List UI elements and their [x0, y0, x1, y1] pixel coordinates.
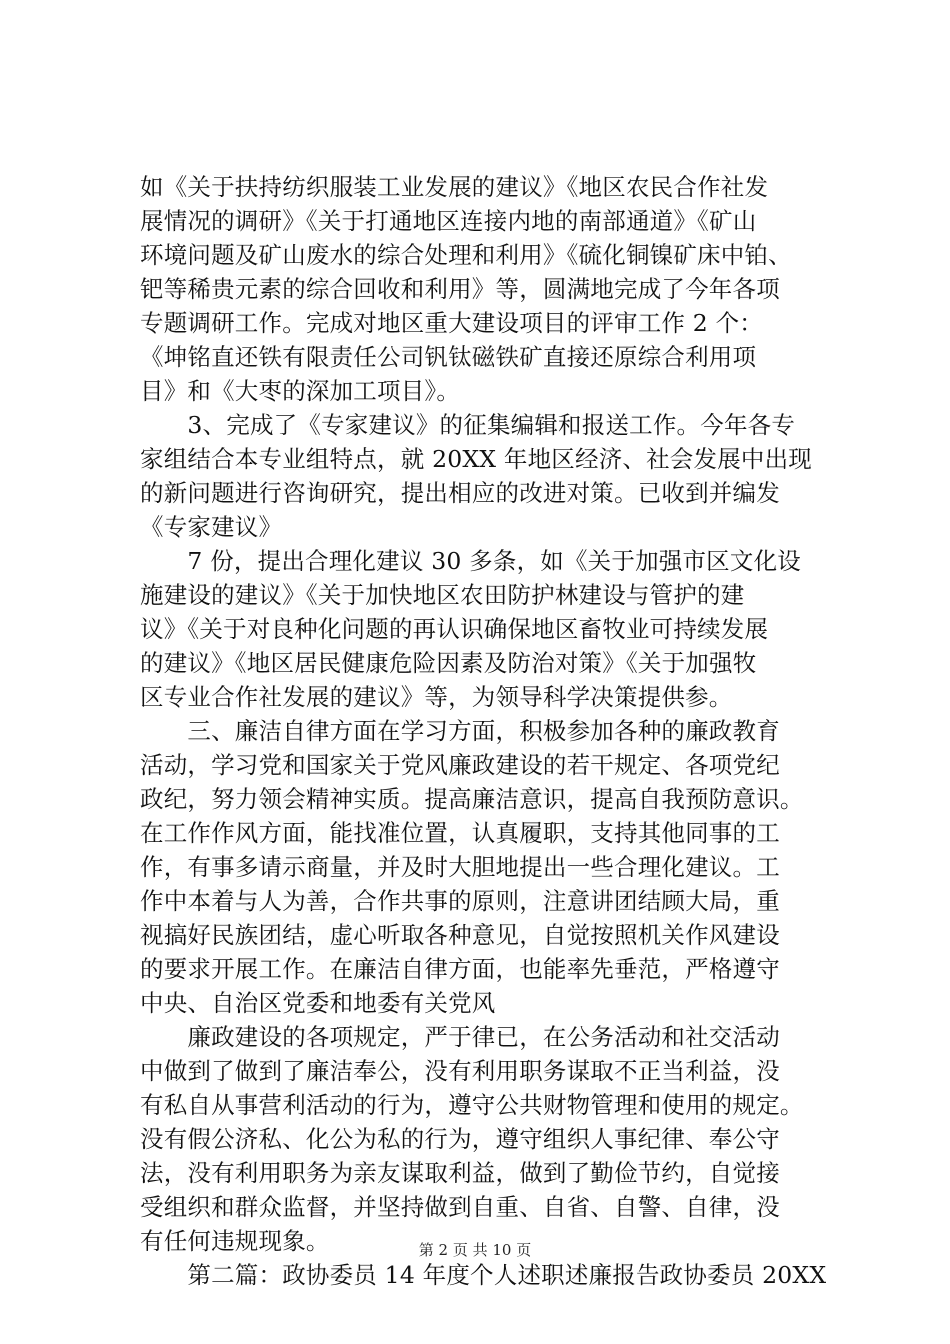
- text-line: 环境问题及矿山废水的综合处理和利用》《硫化铜镍矿床中铂、: [140, 241, 792, 269]
- text-line: 议》《关于对良种化问题的再认识确保地区畜牧业可持续发展: [140, 615, 769, 643]
- text-line: 中央、自治区党委和地委有关党风: [140, 989, 496, 1017]
- text-line: 作中本着与人为善，合作共事的原则，注意讲团结顾大局，重: [140, 887, 780, 915]
- text-line: 如《关于扶持纺织服装工业发展的建议》《地区农民合作社发: [140, 173, 769, 201]
- text-line: 目》和《大枣的深加工项目》。: [140, 377, 461, 405]
- text-line: 7 份，提出合理化建议 30 多条，如《关于加强市区文化设: [140, 547, 801, 575]
- text-line: 第二篇：政协委员 14 年度个人述职述廉报告政协委员 20XX: [140, 1261, 827, 1289]
- text-line: 的新问题进行咨询研究，提出相应的改进对策。已收到并编发: [140, 479, 780, 507]
- text-line: 法，没有利用职务为亲友谋取利益，做到了勤俭节约，自觉接: [140, 1159, 780, 1187]
- text-line: 政纪，努力领会精神实质。提高廉洁意识，提高自我预防意识。: [140, 785, 804, 813]
- text-line: 区专业合作社发展的建议》等，为领导科学决策提供参。: [140, 683, 733, 711]
- text-line: 专题调研工作。完成对地区重大建设项目的评审工作 2 个：: [140, 309, 763, 337]
- text-line: 施建设的建议》《关于加快地区农田防护林建设与管护的建: [140, 581, 745, 609]
- text-line: 在工作作风方面，能找准位置，认真履职，支持其他同事的工: [140, 819, 780, 847]
- text-line: 《坤铭直还铁有限责任公司钒钛磁铁矿直接还原综合利用项: [140, 343, 757, 371]
- text-line: 的要求开展工作。在廉洁自律方面，也能率先垂范，严格遵守: [140, 955, 780, 983]
- text-line: 《专家建议》: [140, 513, 283, 541]
- text-line: 没有假公济私、化公为私的行为，遵守组织人事纪律、奉公守: [140, 1125, 780, 1153]
- text-line: 中做到了做到了廉洁奉公，没有利用职务谋取不正当利益，没: [140, 1057, 780, 1085]
- text-line: 有任何违规现象。: [140, 1227, 330, 1255]
- text-line: 家组结合本专业组特点，就 20XX 年地区经济、社会发展中出现: [140, 445, 813, 473]
- text-line: 廉政建设的各项规定，严于律已，在公务活动和社交活动: [140, 1023, 780, 1051]
- text-line: 的建议》《地区居民健康危险因素及防治对策》《关于加强牧: [140, 649, 757, 677]
- text-line: 有私自从事营利活动的行为，遵守公共财物管理和使用的规定。: [140, 1091, 804, 1119]
- text-line: 展情况的调研》《关于打通地区连接内地的南部通道》《矿山: [140, 207, 757, 235]
- text-line: 受组织和群众监督，并坚持做到自重、自省、自警、自律，没: [140, 1193, 780, 1221]
- text-line: 钯等稀贵元素的综合回收和利用》等，圆满地完成了今年各项: [140, 275, 780, 303]
- text-line: 3、完成了《专家建议》的征集编辑和报送工作。今年各专: [140, 411, 796, 439]
- text-line: 作，有事多请示商量，并及时大胆地提出一些合理化建议。工: [140, 853, 780, 881]
- text-line: 视搞好民族团结，虚心听取各种意见，自觉按照机关作风建设: [140, 921, 780, 949]
- page-number-footer: 第 2 页 共 10 页: [418, 1241, 532, 1259]
- text-line: 三、廉洁自律方面在学习方面，积极参加各种的廉政教育: [140, 717, 780, 745]
- text-line: 活动，学习党和国家关于党风廉政建设的若干规定、各项党纪: [140, 751, 780, 779]
- document-body: [140, 170, 840, 1292]
